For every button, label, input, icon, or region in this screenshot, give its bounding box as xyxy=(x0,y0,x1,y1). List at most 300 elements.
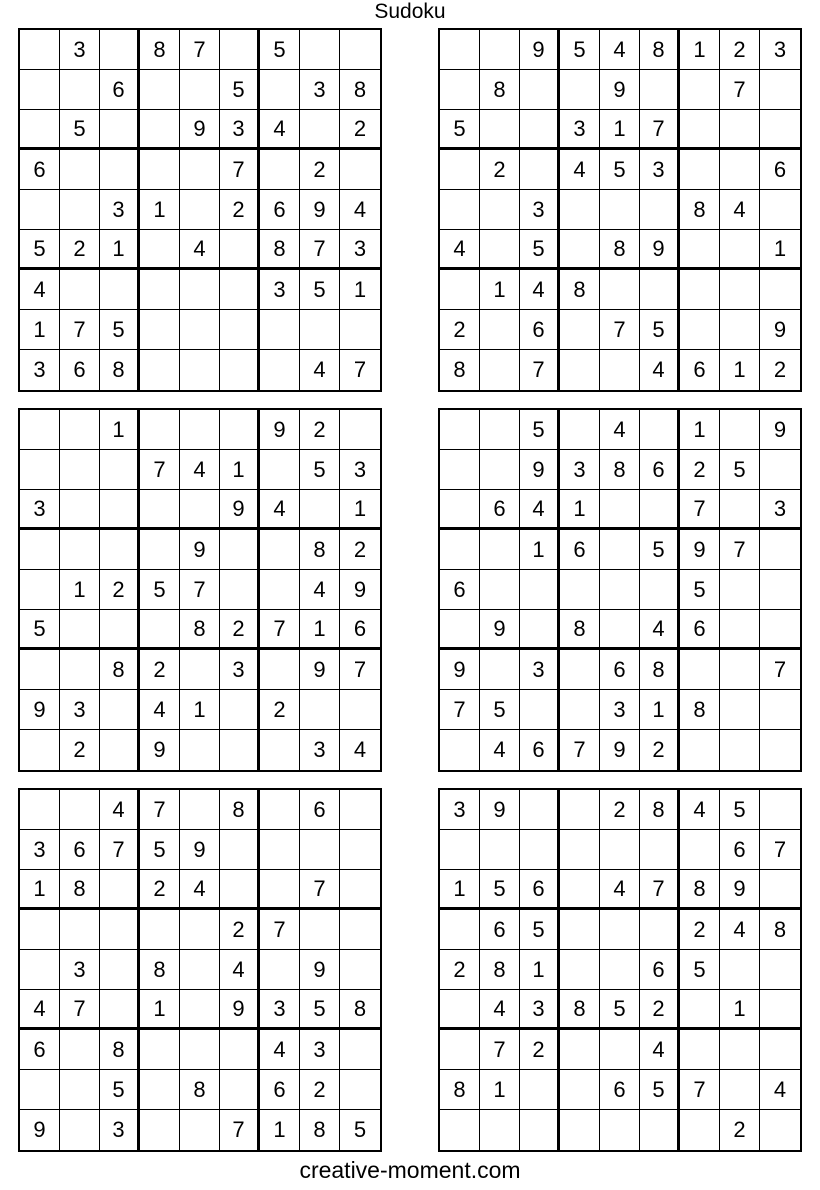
sudoku-empty-cell[interactable] xyxy=(480,410,520,450)
sudoku-empty-cell[interactable] xyxy=(140,310,180,350)
sudoku-given-cell: 5 xyxy=(520,910,560,950)
sudoku-empty-cell[interactable] xyxy=(300,690,340,730)
sudoku-empty-cell[interactable] xyxy=(140,350,180,390)
sudoku-empty-cell[interactable] xyxy=(600,610,640,650)
sudoku-empty-cell[interactable] xyxy=(140,910,180,950)
sudoku-empty-cell[interactable] xyxy=(180,190,220,230)
sudoku-given-cell: 4 xyxy=(180,870,220,910)
sudoku-empty-cell[interactable] xyxy=(140,1030,180,1070)
sudoku-empty-cell[interactable] xyxy=(100,150,140,190)
sudoku-empty-cell[interactable] xyxy=(680,990,720,1030)
sudoku-empty-cell[interactable] xyxy=(640,70,680,110)
sudoku-given-cell: 7 xyxy=(480,1030,520,1070)
sudoku-empty-cell[interactable] xyxy=(140,610,180,650)
sudoku-empty-cell[interactable] xyxy=(300,110,340,150)
sudoku-empty-cell[interactable] xyxy=(100,730,140,770)
sudoku-empty-cell[interactable] xyxy=(60,450,100,490)
sudoku-empty-cell[interactable] xyxy=(180,650,220,690)
sudoku-empty-cell[interactable] xyxy=(260,350,300,390)
sudoku-empty-cell[interactable] xyxy=(220,830,260,870)
sudoku-given-cell: 7 xyxy=(220,1110,260,1150)
sudoku-empty-cell[interactable] xyxy=(600,270,640,310)
sudoku-empty-cell[interactable] xyxy=(60,270,100,310)
sudoku-given-cell: 5 xyxy=(560,30,600,70)
sudoku-empty-cell[interactable] xyxy=(180,310,220,350)
sudoku-empty-cell[interactable] xyxy=(180,990,220,1030)
sudoku-given-cell: 3 xyxy=(440,790,480,830)
sudoku-empty-cell[interactable] xyxy=(340,1030,380,1070)
sudoku-empty-cell[interactable] xyxy=(560,790,600,830)
sudoku-given-cell: 9 xyxy=(600,70,640,110)
sudoku-given-cell: 2 xyxy=(440,950,480,990)
sudoku-given-cell: 9 xyxy=(480,610,520,650)
sudoku-empty-cell[interactable] xyxy=(100,530,140,570)
sudoku-empty-cell[interactable] xyxy=(340,30,380,70)
sudoku-empty-cell[interactable] xyxy=(480,570,520,610)
sudoku-empty-cell[interactable] xyxy=(20,190,60,230)
sudoku-empty-cell[interactable] xyxy=(480,1110,520,1150)
sudoku-empty-cell[interactable] xyxy=(60,410,100,450)
sudoku-given-cell: 3 xyxy=(520,990,560,1030)
sudoku-empty-cell[interactable] xyxy=(480,650,520,690)
sudoku-empty-cell[interactable] xyxy=(760,530,800,570)
sudoku-given-cell: 2 xyxy=(300,150,340,190)
sudoku-empty-cell[interactable] xyxy=(560,570,600,610)
sudoku-given-cell: 2 xyxy=(340,530,380,570)
sudoku-empty-cell[interactable] xyxy=(100,30,140,70)
sudoku-empty-cell[interactable] xyxy=(760,1110,800,1150)
sudoku-empty-cell[interactable] xyxy=(60,490,100,530)
sudoku-given-cell: 7 xyxy=(300,870,340,910)
sudoku-empty-cell[interactable] xyxy=(440,70,480,110)
sudoku-empty-cell[interactable] xyxy=(20,650,60,690)
sudoku-empty-cell[interactable] xyxy=(440,190,480,230)
sudoku-empty-cell[interactable] xyxy=(440,990,480,1030)
sudoku-empty-cell[interactable] xyxy=(720,150,760,190)
sudoku-empty-cell[interactable] xyxy=(260,150,300,190)
sudoku-empty-cell[interactable] xyxy=(300,310,340,350)
sudoku-empty-cell[interactable] xyxy=(720,490,760,530)
sudoku-empty-cell[interactable] xyxy=(340,910,380,950)
sudoku-empty-cell[interactable] xyxy=(680,270,720,310)
sudoku-empty-cell[interactable] xyxy=(520,150,560,190)
sudoku-empty-cell[interactable] xyxy=(140,110,180,150)
sudoku-empty-cell[interactable] xyxy=(560,350,600,390)
sudoku-empty-cell[interactable] xyxy=(520,1110,560,1150)
sudoku-empty-cell[interactable] xyxy=(100,270,140,310)
sudoku-empty-cell[interactable] xyxy=(440,30,480,70)
sudoku-empty-cell[interactable] xyxy=(20,530,60,570)
sudoku-empty-cell[interactable] xyxy=(140,410,180,450)
sudoku-empty-cell[interactable] xyxy=(20,790,60,830)
sudoku-given-cell: 2 xyxy=(680,910,720,950)
sudoku-given-cell: 3 xyxy=(560,450,600,490)
sudoku-empty-cell[interactable] xyxy=(600,830,640,870)
sudoku-empty-cell[interactable] xyxy=(560,830,600,870)
sudoku-given-cell: 3 xyxy=(20,490,60,530)
sudoku-empty-cell[interactable] xyxy=(20,30,60,70)
sudoku-empty-cell[interactable] xyxy=(440,830,480,870)
sudoku-empty-cell[interactable] xyxy=(760,870,800,910)
sudoku-empty-cell[interactable] xyxy=(100,490,140,530)
sudoku-empty-cell[interactable] xyxy=(600,950,640,990)
sudoku-empty-cell[interactable] xyxy=(300,830,340,870)
sudoku-empty-cell[interactable] xyxy=(340,870,380,910)
sudoku-empty-cell[interactable] xyxy=(600,490,640,530)
sudoku-given-cell: 8 xyxy=(300,1110,340,1150)
sudoku-empty-cell[interactable] xyxy=(520,1070,560,1110)
sudoku-given-cell: 7 xyxy=(180,30,220,70)
sudoku-given-cell: 3 xyxy=(340,450,380,490)
sudoku-empty-cell[interactable] xyxy=(440,1110,480,1150)
sudoku-given-cell: 1 xyxy=(520,950,560,990)
sudoku-empty-cell[interactable] xyxy=(600,1110,640,1150)
sudoku-empty-cell[interactable] xyxy=(680,310,720,350)
sudoku-empty-cell[interactable] xyxy=(20,570,60,610)
sudoku-empty-cell[interactable] xyxy=(100,110,140,150)
sudoku-empty-cell[interactable] xyxy=(220,310,260,350)
sudoku-empty-cell[interactable] xyxy=(560,650,600,690)
sudoku-empty-cell[interactable] xyxy=(180,950,220,990)
sudoku-empty-cell[interactable] xyxy=(680,110,720,150)
sudoku-empty-cell[interactable] xyxy=(600,190,640,230)
sudoku-empty-cell[interactable] xyxy=(220,270,260,310)
sudoku-empty-cell[interactable] xyxy=(600,530,640,570)
sudoku-empty-cell[interactable] xyxy=(760,110,800,150)
sudoku-empty-cell[interactable] xyxy=(480,310,520,350)
sudoku-empty-cell[interactable] xyxy=(560,70,600,110)
sudoku-empty-cell[interactable] xyxy=(140,530,180,570)
sudoku-empty-cell[interactable] xyxy=(720,1070,760,1110)
sudoku-empty-cell[interactable] xyxy=(60,530,100,570)
sudoku-given-cell: 6 xyxy=(760,150,800,190)
sudoku-given-cell: 8 xyxy=(560,990,600,1030)
sudoku-empty-cell[interactable] xyxy=(720,650,760,690)
sudoku-given-cell: 1 xyxy=(100,410,140,450)
sudoku-given-cell: 3 xyxy=(20,350,60,390)
sudoku-empty-cell[interactable] xyxy=(680,230,720,270)
sudoku-given-cell: 9 xyxy=(440,650,480,690)
sudoku-empty-cell[interactable] xyxy=(720,1030,760,1070)
sudoku-given-cell: 8 xyxy=(180,1070,220,1110)
sudoku-empty-cell[interactable] xyxy=(480,450,520,490)
sudoku-empty-cell[interactable] xyxy=(480,830,520,870)
sudoku-given-cell: 8 xyxy=(600,230,640,270)
sudoku-empty-cell[interactable] xyxy=(520,790,560,830)
sudoku-given-cell: 8 xyxy=(180,610,220,650)
sudoku-given-cell: 7 xyxy=(140,790,180,830)
sudoku-empty-cell[interactable] xyxy=(100,950,140,990)
sudoku-empty-cell[interactable] xyxy=(520,110,560,150)
sudoku-empty-cell[interactable] xyxy=(260,950,300,990)
sudoku-empty-cell[interactable] xyxy=(680,150,720,190)
sudoku-empty-cell[interactable] xyxy=(720,570,760,610)
sudoku-empty-cell[interactable] xyxy=(560,190,600,230)
sudoku-given-cell: 9 xyxy=(20,1110,60,1150)
sudoku-empty-cell[interactable] xyxy=(180,350,220,390)
sudoku-given-cell: 9 xyxy=(720,870,760,910)
sudoku-empty-cell[interactable] xyxy=(640,190,680,230)
sudoku-empty-cell[interactable] xyxy=(760,790,800,830)
sudoku-empty-cell[interactable] xyxy=(260,70,300,110)
sudoku-empty-cell[interactable] xyxy=(220,350,260,390)
sudoku-empty-cell[interactable] xyxy=(560,410,600,450)
sudoku-empty-cell[interactable] xyxy=(720,110,760,150)
sudoku-given-cell: 4 xyxy=(600,410,640,450)
sudoku-empty-cell[interactable] xyxy=(440,910,480,950)
sudoku-empty-cell[interactable] xyxy=(480,30,520,70)
sudoku-empty-cell[interactable] xyxy=(140,150,180,190)
sudoku-empty-cell[interactable] xyxy=(140,230,180,270)
sudoku-empty-cell[interactable] xyxy=(720,610,760,650)
sudoku-empty-cell[interactable] xyxy=(440,530,480,570)
sudoku-empty-cell[interactable] xyxy=(60,70,100,110)
sudoku-empty-cell[interactable] xyxy=(140,270,180,310)
sudoku-empty-cell[interactable] xyxy=(260,870,300,910)
sudoku-empty-cell[interactable] xyxy=(20,110,60,150)
sudoku-empty-cell[interactable] xyxy=(760,690,800,730)
sudoku-empty-cell[interactable] xyxy=(340,410,380,450)
sudoku-given-cell: 9 xyxy=(220,990,260,1030)
sudoku-empty-cell[interactable] xyxy=(440,1030,480,1070)
sudoku-empty-cell[interactable] xyxy=(560,950,600,990)
sudoku-given-cell: 1 xyxy=(180,690,220,730)
sudoku-empty-cell[interactable] xyxy=(180,790,220,830)
sudoku-given-cell: 8 xyxy=(640,30,680,70)
sudoku-empty-cell[interactable] xyxy=(100,610,140,650)
sudoku-empty-cell[interactable] xyxy=(720,310,760,350)
sudoku-given-cell: 6 xyxy=(20,150,60,190)
sudoku-empty-cell[interactable] xyxy=(220,30,260,70)
sudoku-empty-cell[interactable] xyxy=(180,1110,220,1150)
sudoku-empty-cell[interactable] xyxy=(480,230,520,270)
sudoku-empty-cell[interactable] xyxy=(140,1070,180,1110)
sudoku-empty-cell[interactable] xyxy=(340,830,380,870)
sudoku-empty-cell[interactable] xyxy=(680,650,720,690)
sudoku-empty-cell[interactable] xyxy=(520,70,560,110)
sudoku-given-cell: 2 xyxy=(640,730,680,770)
sudoku-empty-cell[interactable] xyxy=(180,1030,220,1070)
sudoku-given-cell: 4 xyxy=(260,490,300,530)
sudoku-empty-cell[interactable] xyxy=(260,790,300,830)
sudoku-given-cell: 3 xyxy=(220,110,260,150)
sudoku-empty-cell[interactable] xyxy=(180,490,220,530)
sudoku-given-cell: 8 xyxy=(100,350,140,390)
sudoku-empty-cell[interactable] xyxy=(640,570,680,610)
sudoku-empty-cell[interactable] xyxy=(560,1070,600,1110)
sudoku-given-cell: 8 xyxy=(640,790,680,830)
sudoku-empty-cell[interactable] xyxy=(220,730,260,770)
sudoku-empty-cell[interactable] xyxy=(340,790,380,830)
sudoku-empty-cell[interactable] xyxy=(640,270,680,310)
sudoku-empty-cell[interactable] xyxy=(60,650,100,690)
sudoku-empty-cell[interactable] xyxy=(760,450,800,490)
sudoku-empty-cell[interactable] xyxy=(440,450,480,490)
sudoku-empty-cell[interactable] xyxy=(760,190,800,230)
sudoku-empty-cell[interactable] xyxy=(680,830,720,870)
sudoku-empty-cell[interactable] xyxy=(720,690,760,730)
sudoku-empty-cell[interactable] xyxy=(440,270,480,310)
sudoku-empty-cell[interactable] xyxy=(340,950,380,990)
sudoku-empty-cell[interactable] xyxy=(300,490,340,530)
sudoku-empty-cell[interactable] xyxy=(440,610,480,650)
sudoku-empty-cell[interactable] xyxy=(260,450,300,490)
sudoku-empty-cell[interactable] xyxy=(60,610,100,650)
sudoku-empty-cell[interactable] xyxy=(220,410,260,450)
sudoku-empty-cell[interactable] xyxy=(440,490,480,530)
sudoku-empty-cell[interactable] xyxy=(680,1030,720,1070)
sudoku-empty-cell[interactable] xyxy=(220,530,260,570)
sudoku-given-cell: 7 xyxy=(760,650,800,690)
sudoku-given-cell: 7 xyxy=(600,310,640,350)
sudoku-empty-cell[interactable] xyxy=(600,910,640,950)
sudoku-empty-cell[interactable] xyxy=(760,730,800,770)
sudoku-empty-cell[interactable] xyxy=(260,530,300,570)
sudoku-empty-cell[interactable] xyxy=(60,910,100,950)
sudoku-empty-cell[interactable] xyxy=(600,1030,640,1070)
sudoku-empty-cell[interactable] xyxy=(140,490,180,530)
sudoku-empty-cell[interactable] xyxy=(300,910,340,950)
sudoku-empty-cell[interactable] xyxy=(180,70,220,110)
sudoku-empty-cell[interactable] xyxy=(340,690,380,730)
sudoku-empty-cell[interactable] xyxy=(760,610,800,650)
sudoku-empty-cell[interactable] xyxy=(140,70,180,110)
sudoku-empty-cell[interactable] xyxy=(680,1110,720,1150)
sudoku-empty-cell[interactable] xyxy=(640,910,680,950)
sudoku-empty-cell[interactable] xyxy=(260,730,300,770)
sudoku-empty-cell[interactable] xyxy=(520,570,560,610)
sudoku-given-cell: 8 xyxy=(680,690,720,730)
sudoku-given-cell: 1 xyxy=(20,870,60,910)
sudoku-empty-cell[interactable] xyxy=(60,190,100,230)
sudoku-empty-cell[interactable] xyxy=(20,450,60,490)
sudoku-empty-cell[interactable] xyxy=(20,730,60,770)
sudoku-empty-cell[interactable] xyxy=(60,790,100,830)
sudoku-empty-cell[interactable] xyxy=(20,910,60,950)
sudoku-empty-cell[interactable] xyxy=(340,310,380,350)
sudoku-empty-cell[interactable] xyxy=(760,990,800,1030)
sudoku-empty-cell[interactable] xyxy=(640,1110,680,1150)
sudoku-empty-cell[interactable] xyxy=(180,410,220,450)
sudoku-empty-cell[interactable] xyxy=(300,30,340,70)
sudoku-empty-cell[interactable] xyxy=(760,1030,800,1070)
sudoku-empty-cell[interactable] xyxy=(760,70,800,110)
sudoku-empty-cell[interactable] xyxy=(560,870,600,910)
sudoku-empty-cell[interactable] xyxy=(760,270,800,310)
sudoku-empty-cell[interactable] xyxy=(20,410,60,450)
sudoku-empty-cell[interactable] xyxy=(760,950,800,990)
sudoku-given-cell: 3 xyxy=(520,190,560,230)
sudoku-empty-cell[interactable] xyxy=(100,450,140,490)
sudoku-given-cell: 8 xyxy=(340,70,380,110)
sudoku-empty-cell[interactable] xyxy=(440,730,480,770)
sudoku-empty-cell[interactable] xyxy=(60,1030,100,1070)
sudoku-empty-cell[interactable] xyxy=(560,1030,600,1070)
sudoku-given-cell: 2 xyxy=(140,870,180,910)
sudoku-empty-cell[interactable] xyxy=(340,1070,380,1110)
sudoku-empty-cell[interactable] xyxy=(60,1110,100,1150)
sudoku-empty-cell[interactable] xyxy=(520,690,560,730)
sudoku-empty-cell[interactable] xyxy=(720,270,760,310)
sudoku-empty-cell[interactable] xyxy=(260,310,300,350)
sudoku-empty-cell[interactable] xyxy=(760,570,800,610)
sudoku-empty-cell[interactable] xyxy=(100,990,140,1030)
sudoku-empty-cell[interactable] xyxy=(680,70,720,110)
sudoku-empty-cell[interactable] xyxy=(520,830,560,870)
sudoku-given-cell: 5 xyxy=(720,790,760,830)
sudoku-empty-cell[interactable] xyxy=(600,570,640,610)
sudoku-empty-cell[interactable] xyxy=(600,350,640,390)
sudoku-empty-cell[interactable] xyxy=(220,230,260,270)
sudoku-empty-cell[interactable] xyxy=(640,830,680,870)
sudoku-empty-cell[interactable] xyxy=(260,650,300,690)
sudoku-given-cell: 9 xyxy=(180,830,220,870)
sudoku-empty-cell[interactable] xyxy=(180,270,220,310)
sudoku-empty-cell[interactable] xyxy=(100,870,140,910)
sudoku-empty-cell[interactable] xyxy=(20,1070,60,1110)
sudoku-empty-cell[interactable] xyxy=(480,110,520,150)
sudoku-empty-cell[interactable] xyxy=(60,150,100,190)
sudoku-given-cell: 3 xyxy=(640,150,680,190)
sudoku-empty-cell[interactable] xyxy=(720,410,760,450)
sudoku-empty-cell[interactable] xyxy=(220,570,260,610)
sudoku-empty-cell[interactable] xyxy=(180,730,220,770)
sudoku-empty-cell[interactable] xyxy=(20,950,60,990)
sudoku-given-cell: 7 xyxy=(640,110,680,150)
sudoku-empty-cell[interactable] xyxy=(100,690,140,730)
sudoku-empty-cell[interactable] xyxy=(480,530,520,570)
sudoku-empty-cell[interactable] xyxy=(640,410,680,450)
sudoku-empty-cell[interactable] xyxy=(220,1030,260,1070)
sudoku-empty-cell[interactable] xyxy=(60,1070,100,1110)
sudoku-given-cell: 1 xyxy=(520,530,560,570)
sudoku-empty-cell[interactable] xyxy=(720,230,760,270)
sudoku-empty-cell[interactable] xyxy=(680,730,720,770)
sudoku-empty-cell[interactable] xyxy=(720,730,760,770)
sudoku-given-cell: 3 xyxy=(60,690,100,730)
sudoku-given-cell: 5 xyxy=(220,70,260,110)
sudoku-empty-cell[interactable] xyxy=(100,910,140,950)
sudoku-given-cell: 5 xyxy=(20,610,60,650)
sudoku-empty-cell[interactable] xyxy=(640,490,680,530)
sudoku-empty-cell[interactable] xyxy=(480,190,520,230)
sudoku-empty-cell[interactable] xyxy=(560,310,600,350)
sudoku-empty-cell[interactable] xyxy=(560,230,600,270)
sudoku-empty-cell[interactable] xyxy=(220,690,260,730)
sudoku-given-cell: 1 xyxy=(60,570,100,610)
sudoku-empty-cell[interactable] xyxy=(180,150,220,190)
sudoku-empty-cell[interactable] xyxy=(180,910,220,950)
sudoku-empty-cell[interactable] xyxy=(560,1110,600,1150)
sudoku-given-cell: 9 xyxy=(300,190,340,230)
sudoku-empty-cell[interactable] xyxy=(480,350,520,390)
sudoku-empty-cell[interactable] xyxy=(440,410,480,450)
sudoku-empty-cell[interactable] xyxy=(440,150,480,190)
sudoku-empty-cell[interactable] xyxy=(260,570,300,610)
sudoku-empty-cell[interactable] xyxy=(220,1070,260,1110)
sudoku-empty-cell[interactable] xyxy=(140,1110,180,1150)
sudoku-empty-cell[interactable] xyxy=(340,150,380,190)
sudoku-empty-cell[interactable] xyxy=(560,910,600,950)
sudoku-empty-cell[interactable] xyxy=(560,690,600,730)
sudoku-empty-cell[interactable] xyxy=(260,830,300,870)
sudoku-given-cell: 5 xyxy=(680,950,720,990)
sudoku-given-cell: 2 xyxy=(720,1110,760,1150)
sudoku-empty-cell[interactable] xyxy=(720,950,760,990)
sudoku-empty-cell[interactable] xyxy=(20,70,60,110)
sudoku-empty-cell[interactable] xyxy=(220,870,260,910)
sudoku-empty-cell[interactable] xyxy=(520,610,560,650)
